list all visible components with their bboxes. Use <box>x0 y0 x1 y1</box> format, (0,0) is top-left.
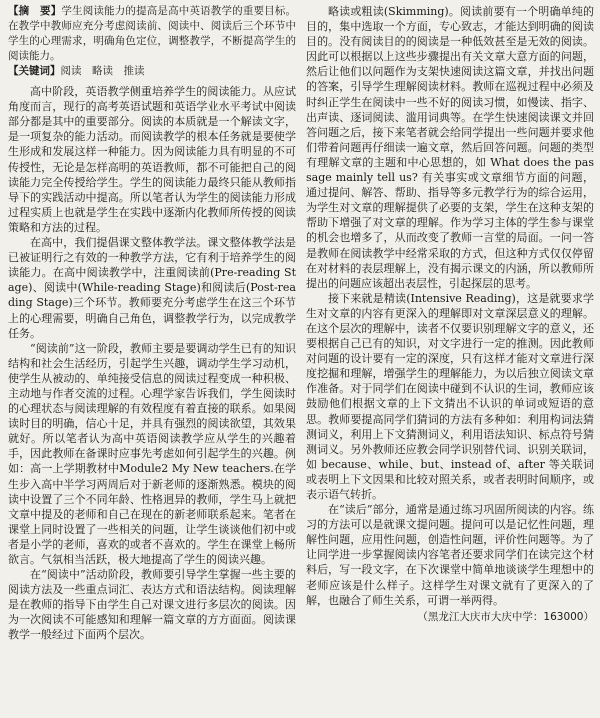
abstract-label: 【摘 要】 <box>8 5 62 17</box>
body-paragraph: 在高中，我们提倡课文整体教学法。课文整体教学法是已被证明行之有效的一种教学方法，它有利于培养学生的阅读能力。在高中阅读教学中，注重阅读前(Pre-reading Stage)、阅读中(While-reading Stage)和阅读后(Post-reading Stage)三个环节。教师要充分考虑学生在这三个环节上的心理需要，明确自己角色，调整教学行为，以完成教学任务。 <box>8 236 296 340</box>
right-column <box>306 4 594 714</box>
body-paragraph: 略读或粗读(Skimming)。阅读前要有一个明确单纯的目的，集中选取一个方面，专心致志，才能达到明确的阅读目的。没有阅读目的的阅读是一种低效甚至是无效的阅读。因此可以根据以上这些步骤提出有关文章大意方面的问题，然后让他们以问题作为支架快速阅读这篇文章，并找出问题的答案，引导学生理解阅读材料。教师在巡视过程中必须及时纠正学生在阅读中一些不好的阅读习惯，如慢读、指字、出声读、逐词阅读、滥用词典等。在学生快速阅读课文并回答问题之后，接下来笔者就会给同学提出一些问题并要求他们带着问题再仔细读一遍文章，然后回答问题。问题的类型有理解文章的主题和中心思想的，如 What does the passage mainly tell us? 有关事实或文章细节方面的问题，通过提问、解答、帮助、指导等多元教学行为的综合运用，为学生对文章的理解提供了必要的支架，学生在这种支架的帮助下增强了对文章的理解。作为学习主体的学生参与课堂的机会也增多了，从而改变了教师一言堂的局面。一问一答是教师在阅读教学中经常采取的方式，但这种方式仅仅停留在对材料的表层理解上，没有揭示课文的内涵，所以教师所提出的问题应该超出表层性，引起探层的思考。 <box>306 5 594 290</box>
keywords-label: 【关键词】 <box>8 65 61 77</box>
body-paragraph: 接下来就是精读(Intensive Reading)，这是就要求学生对文章的内容有更深入的理解即对文章深层意义的理解。在这个层次的理解中，读者不仅要识别理解文字的意义，还要根据自己已有的知识，对文字进行一定的推测。因此教师对问题的设计要有一定的深度，只有这样才能对文章进行深度挖掘和理解，增强学生的理解能力，为以后独立阅读文章作准备。对于同学们在阅读中碰到不认识的生词，教师应该鼓励他们根据文章的上下文猜出不认识的单词或短语的意思。教师要提高同学们猜词的方法有多种如：利用构词法猜测词义，利用上下文猜测词义，利用语法知识、标点符号猜测词义。另外教师还应教会同学识别替代词、识别关联词，如 because、while、but、instead of、after 等关联词或表明上下文因果和比较对照关系，或者表明时间顺序，或表示语气转折。 <box>306 291 594 501</box>
keywords-text: 阅读 略读 推读 <box>60 65 145 77</box>
left-column <box>8 4 296 714</box>
body-paragraph: 在“阅读中”活动阶段，教师要引导学生掌握一些主要的阅读方法及一些重点词汇、表达方式和语法结构。阅读理解是在教师的指导下由学生自己对课文进行多层次的阅读。因为一次阅读不可能感知和理解一篇文章的方方面面。阅读课教学一般经过下面两个层次。 <box>8 568 296 642</box>
body-paragraph: 高中阶段，英语教学侧重培养学生的阅读能力。从应试角度而言，现行的高考英语试题和英语学业水平考试中阅读部分都是其中的重要部分。阅读的本质就是一个解读文字，是一项复杂的能力活动。而阅读教学的根本任务就是要使学生形成和发展这样一种能力。因为阅读能力具有明显的不可传授性，无论是怎样高明的英语教师，都不可能把自己的阅读能力完全传授给学生。学生的阅读能力最终只能从教师指导下的实践活动中提高。所以笔者认为学生的阅读能力形成过程实质上也就是学生在实践中逐渐内化教师所传授的阅读策略和方法的过程。 <box>8 85 296 234</box>
body-paragraph: 在“读后”部分，通常是通过练习巩固所阅读的内容。练习的方法可以是就课文提问题。提问可以是记忆性问题，理解性问题，应用性问题，创造性问题，评价性问题等。为了让同学进一步掌握阅读内容笔者还要求同学们在读完这个材料后，写一段文字，在下次课堂中简单地谈谈学生理想中的老师应该是什么样子。这样学生对课文就有了更深入的了解，也融合了师生关系，可谓一举两得。 <box>306 503 594 607</box>
keywords <box>8 64 296 79</box>
author-affiliation: （黑龙江大庆市大庆中学：163000） <box>417 610 594 623</box>
abstract-text: 学生阅读能力的提高是高中英语教学的重要目标。在教学中教师应充分考虑阅读前、阅读中、阅读后三个环节中学生的心理需求，明确角色定位，调整教学，不断提高学生的阅读能力。 <box>8 5 296 62</box>
abstract <box>8 4 296 64</box>
body-paragraph: “阅读前”这一阶段，教师主要是要调动学生已有的知识结构和社会生活经历，引起学生兴趣，调动学生学习动机，使学生从被动的、单纯接受信息的阅读过程变成一种积极、主动地与作者交流的过程。心理学家告诉我们，学生阅读时的心理状态与阅读理解的有效程度有着直接的联系。如果阅读时目的明确，信心十足，并具有强烈的阅读欲望，其效果就好。所以笔者认为高中英语阅读教学应从学生的兴趣着手，因此教师在备课时应事先考虑如何引起学生的兴趣。例如：高一上学期教材中Module2 My New teachers.在学生步入高中半学习两周后对于新老师的逐渐熟悉。模块的阅读中设置了三个不同年龄、性格迥异的教师，学生马上就把文章中提及的老师和自己在现在的新老师联系起来。笔者在课堂上同时设置了一些相关的问题，让学生谈谈他们初中或者是小学的老师，喜欢的或者不喜欢的。学生在课堂上畅所欲言。气氛相当活跃，极大地提高了学生的阅读兴趣。 <box>8 341 296 566</box>
